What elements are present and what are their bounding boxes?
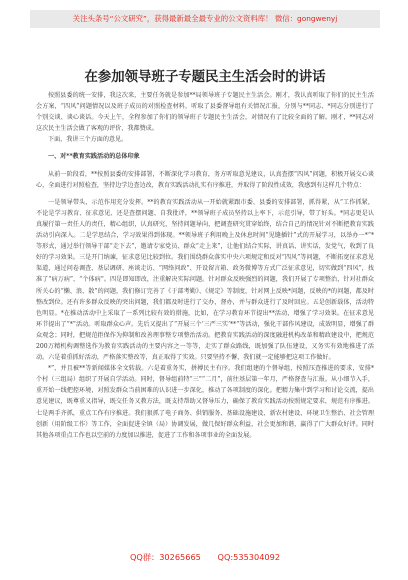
qq-number-text: QQ:535304092 [217,552,281,562]
contact-footer [30,552,380,563]
intro-paragraph-2: 下面，我讲三个方面的意见。 [48,136,128,144]
section-1-paragraph-1: 从前一阶段看，**按照县委的安排部署，不断深化学习教育，务方听取意见建议，认真查摆“四风”问题，积极开展交心谈心，全面进行对照检查，坚持边学边查边改，教育实践活动扎实有序推进，并取得了阶段性成效，我感到有这样几个特点： [36,170,374,189]
intro-paragraph-1: 按照县委的统一安排，我这次来，主要任务就是参加**局领导班子专题民主生活会。刚才，我认真听取了你们的民主生活会方案，“四风”问题情况以及班子成员的对照检查材料，听取了县委督导组有关情况汇报，分别与**同志、*同志分别进行了个别交谈、谈心谈话。今天上午，全程参加了你们的领导班子专题民主生活会，对情况有了比较全面的了解。刚才，**同志对这次民主生活会做了客观的评价，我都赞成。 [36,92,374,133]
promo-banner-text: 关注头条号“公文研究”，获得最新最全最专业的公文资料库！ 微信：gongwenyj [72,14,338,23]
document-body [36,90,374,441]
section-1-paragraph-3: *”、并且被**等新闻媒体全文转载。六是着重务实，拼搏民主有序。我们组建的个督导组，按照压查推进的要求，安排*个村（三组局）组织了开展自学活动。同时，督导组前特“三”“二月”，前往基层第一年月，严格督查与汇报。从小细节入手，重开始一线把控环境，对照发群众当前困难的认识进一步深化，推动了各项制度的深化。把精力集中到学习和讨论交流，提出意见建议，既尊重又指导，既交任务又教方法，既支持帮助又督导压力，确保了教育实践活动按照规定要求，规范有序推进。七是两手齐抓，重点工作有序推进。我们狠抓了电子商务、供销服务、基础设施建设、新农村建设、环境卫生整治、社会管理创新（用阶级工作）等工作，全面促进全镇（局）协调发展，做几保好群众利益，社会更加和谐，赢得了广大群众好评。同时其他各项重点工作也以空前的力度加以推进，促进了工作和各项事业的全面发展。 [36,365,374,439]
section-1-paragraph-2: 一是领导带头，示范作用充分发挥。**的教育实践活动从一开始就紧跟市委、县委的安排部署，抓得紧，从“工作抓紧，不论是学习教育、征求意见、还是查摆问题、自我批评，**领导班子成员坚持以上率下，示范引导，带了好头。*同志更是认真履行第一责任人的责任，精心组织，认真研究，坚持问题导向，把调查研究贯穿始终，结合自己的情况针对不断把教育实践活动引向深入。二是学思结合，学习效果得到体现。**领导班子利用晚上及休息时间“见缝插针”式的开展学习，以举办一*“*等形式，通过举行领导干部“走下去”，邀请专家党员、群众“走上来”，让他们结合实际，讲真话、讲实话，发党气，收到了良好的学习效果。三是开门纳谏，征求意见比较到位。我们围绕群众落实中央六项规定和反对“四风”等问题，不断拓宽征求意见渠道，通过问卷调查、基层调研、座谈走访、“网络问政”、开设留言箱、政务微博等方式广泛征求意见，切实做到“四风”，找准了“病万病”、“个体病”。四是即知即改，注重解决实际问题。针对群众反映强烈的问题，我们开展了专项整治，针对社群众所关心的“懒、浪、散”的问题，我们修订完善了《于部考勤》、《规定》等制度，针对网上反映*问题，反映的*的问题，都及时整改到位。还有许多群众反映的突出问题，我们都及时进行了交办，督办，并与群众进行了及时回应。五是创新载体，活动特色明显。*在推动活动中上采取了一系列比较有效的措施，比如，在学习教育环节提出**活动，增强了学习效果。在征求意见环节提出了“*”活动。听取群众心声。先后又提出了“开展三个‘三严三实’**”等活动，强化干部作风建设，成效明显，增强了群众观念；同时，把规范拒保作为抑制和改善理事整专项整治活动。把教育实践活动的深度融进机构改革和精政建设中，把规范200万精机构调整选作为教育实践活动的主要内容之一等等，走实了群众路线，既加强了队伍建设，又务实有效地推进了活动。六是着重抓好活动，严格落实整改等，真正取得了实效。只要坚持不懈，我们就一定能够把这项工作做好。 [36,198,374,362]
document-title: 在参加领导班子专题民主生活会时的讲话 [84,69,326,85]
promo-banner [30,10,380,28]
qq-group-text: QQ群：30265665 [129,552,201,562]
section-heading-1: 一、对**教育实践活动的总体印象 [48,153,140,161]
